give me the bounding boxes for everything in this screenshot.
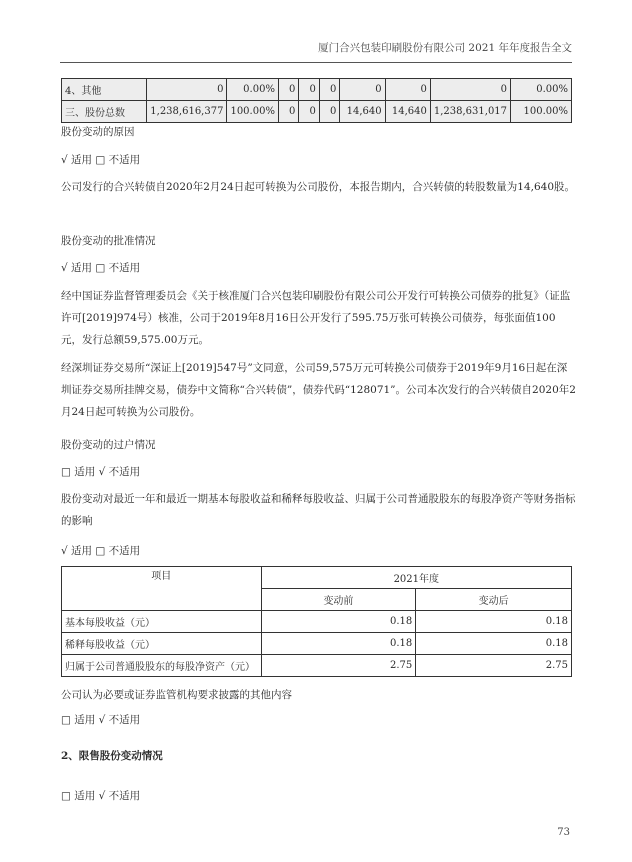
table-cell: 0 bbox=[147, 79, 227, 101]
approval-flag: √ 适用 □ 不适用 bbox=[61, 262, 141, 274]
table-cell: 0.18 bbox=[416, 633, 572, 655]
table-cell: 0 bbox=[319, 79, 339, 101]
table-row bbox=[62, 567, 572, 589]
table-row bbox=[62, 655, 572, 677]
table-row bbox=[62, 101, 572, 123]
table-cell: 归属于公司普通股股东的每股净资产（元） bbox=[62, 655, 262, 677]
reason-title: 股份变动的原因 bbox=[61, 126, 135, 138]
table-cell: 14,640 bbox=[385, 101, 430, 123]
table-cell: 0 bbox=[299, 101, 319, 123]
table-header-before: 变动前 bbox=[261, 589, 416, 611]
table-cell: 稀释每股收益（元） bbox=[62, 633, 262, 655]
transfer-flag: □ 适用 √ 不适用 bbox=[61, 466, 141, 478]
table-cell: 1,238,616,377 bbox=[147, 101, 227, 123]
table-header-item: 项目 bbox=[62, 567, 262, 611]
table-row bbox=[62, 79, 572, 101]
other-title: 公司认为必要或证券监管机构要求披露的其他内容 bbox=[61, 689, 292, 701]
impact-title: 股份变动对最近一年和最近一期基本每股收益和稀释每股收益、归属于公司普通股股东的每股净资产等财务指标的影响 bbox=[61, 493, 576, 527]
table-cell: 0.18 bbox=[261, 633, 416, 655]
other-flag: □ 适用 √ 不适用 bbox=[61, 714, 141, 726]
table-cell: 100.00% bbox=[227, 101, 279, 123]
table-cell: 0.00% bbox=[511, 79, 572, 101]
table-row bbox=[62, 633, 572, 655]
table-cell: 14,640 bbox=[340, 101, 385, 123]
transfer-title: 股份变动的过户情况 bbox=[61, 439, 156, 451]
table-cell: 0 bbox=[278, 101, 298, 123]
table-cell: 基本每股收益（元） bbox=[62, 611, 262, 633]
table-cell: 2.75 bbox=[416, 655, 572, 677]
reason-text: 公司发行的合兴转债自2020年2月24日起可转换为公司股份，本报告期内，合兴转债的转股数量为14,640股。 bbox=[61, 181, 576, 193]
reason-flag: √ 适用 □ 不适用 bbox=[61, 154, 141, 166]
table-cell: 0 bbox=[385, 79, 430, 101]
approval-text-2: 经深圳证券交易所“深证上[2019]547号”文同意，公司59,575万元可转换公司债券于2019年9月16日起在深圳证券交易所挂牌交易，债券中文简称“合兴转债”，债券代码“128071”。公司本次发行的合兴转债自2020年2月24日起可转换为公司股份。 bbox=[61, 362, 576, 418]
table-cell: 0 bbox=[319, 101, 339, 123]
table-header-after: 变动后 bbox=[416, 589, 572, 611]
table-cell: 1,238,631,017 bbox=[430, 101, 510, 123]
table-cell: 4、其他 bbox=[62, 79, 147, 101]
table-cell: 100.00% bbox=[511, 101, 572, 123]
impact-flag: √ 适用 □ 不适用 bbox=[61, 545, 141, 557]
table-cell: 2.75 bbox=[261, 655, 416, 677]
table-header-year: 2021年度 bbox=[261, 567, 571, 589]
eps-table bbox=[61, 566, 572, 677]
approval-text-1: 经中国证券监督管理委员会《关于核准厦门合兴包装印刷股份有限公司公开发行可转换公司债券的批复》（证监许可[2019]974号）核准，公司于2019年8月16日公开发行了595.75万张可转换公司债券，每张面值100元，发行总额59,575.00万元。 bbox=[61, 290, 571, 346]
restricted-title: 2、限售股份变动情况 bbox=[61, 750, 163, 762]
table-row bbox=[62, 611, 572, 633]
table-cell: 三、股份总数 bbox=[62, 101, 147, 123]
table-cell: 0.18 bbox=[416, 611, 572, 633]
table-cell: 0 bbox=[278, 79, 298, 101]
approval-title: 股份变动的批准情况 bbox=[61, 235, 156, 247]
page-header bbox=[60, 40, 572, 63]
page-number: 73 bbox=[557, 827, 570, 838]
table-cell: 0 bbox=[430, 79, 510, 101]
table-cell: 0.18 bbox=[261, 611, 416, 633]
table-cell: 0.00% bbox=[227, 79, 279, 101]
header-title: 厦门合兴包装印刷股份有限公司 2021 年年度报告全文 bbox=[318, 42, 572, 54]
table-cell: 0 bbox=[299, 79, 319, 101]
restricted-flag: □ 适用 √ 不适用 bbox=[61, 790, 141, 802]
share-change-table bbox=[61, 78, 572, 123]
table-cell: 0 bbox=[340, 79, 385, 101]
